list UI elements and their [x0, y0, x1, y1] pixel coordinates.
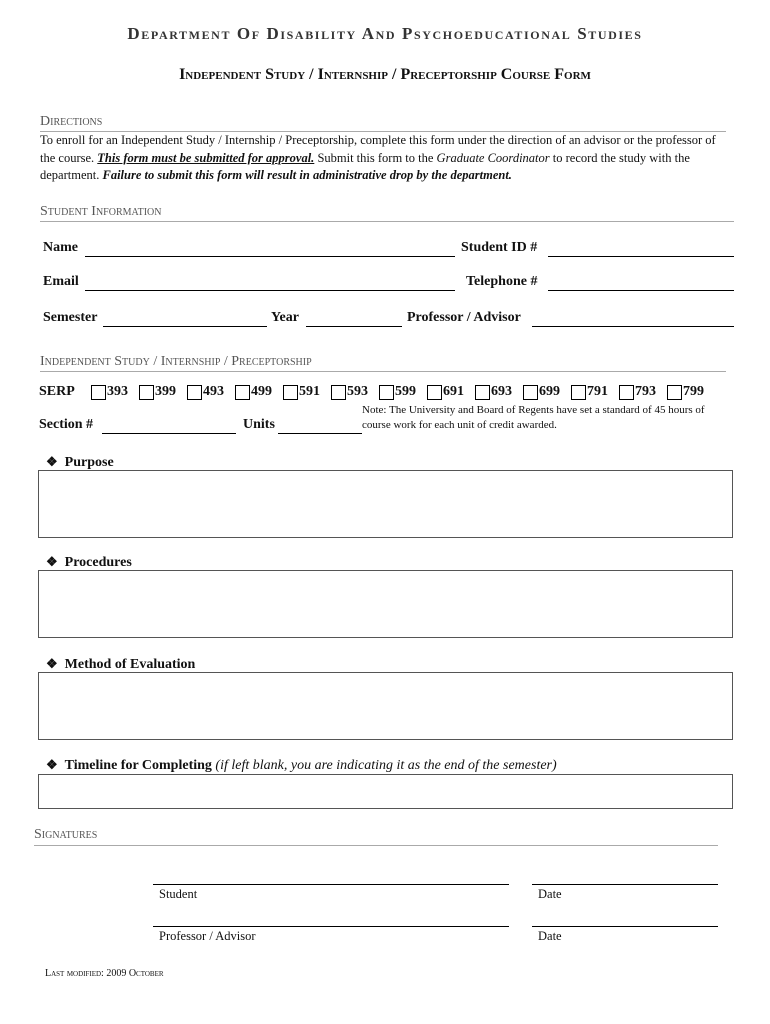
student-date-line[interactable]	[532, 884, 718, 885]
evaluation-heading: ❖ Method of Evaluation	[46, 656, 196, 672]
purpose-heading: ❖ Purpose	[46, 454, 114, 470]
year-field[interactable]	[306, 326, 402, 327]
code-699: 699	[539, 384, 560, 399]
diamond-bullet-icon: ❖	[46, 454, 58, 469]
code-499: 499	[251, 384, 272, 399]
checkbox-691[interactable]	[427, 385, 442, 400]
semester-field[interactable]	[103, 326, 267, 327]
signatures-rule	[34, 845, 718, 846]
student-date-label: Date	[538, 887, 562, 901]
student-signature-line[interactable]	[153, 884, 509, 885]
procedures-heading: ❖ Procedures	[46, 554, 132, 570]
code-591: 591	[299, 384, 320, 399]
advisor-signature-line[interactable]	[153, 926, 509, 927]
advisor-field[interactable]	[532, 326, 734, 327]
course-rule	[40, 371, 726, 372]
department-heading: Department Of Disability And Psychoeducational Studies	[127, 24, 643, 43]
code-399: 399	[155, 384, 176, 399]
advisor-date-line[interactable]	[532, 926, 718, 927]
checkbox-591[interactable]	[283, 385, 298, 400]
checkbox-593[interactable]	[331, 385, 346, 400]
checkbox-693[interactable]	[475, 385, 490, 400]
advisor-signature-label: Professor / Advisor	[159, 929, 256, 943]
code-693: 693	[491, 384, 512, 399]
advisor-date-label: Date	[538, 929, 562, 943]
checkbox-799[interactable]	[667, 385, 682, 400]
telephone-field[interactable]	[548, 290, 734, 291]
name-field[interactable]	[85, 256, 455, 257]
checkbox-791[interactable]	[571, 385, 586, 400]
diamond-bullet-icon: ❖	[46, 656, 58, 671]
telephone-label: Telephone #	[466, 274, 538, 289]
timeline-textbox[interactable]	[38, 774, 733, 809]
student-info-heading: Student Information	[40, 204, 162, 219]
directions-text: To enroll for an Independent Study / Internship / Preceptorship, complete this form under the direction of an advisor or the professor of the course. This form must be submitted for approval. Submit this form to the Graduate Coordinator to record the study with the department. Failure to submit this form will result in administrative drop by the department.	[40, 133, 716, 182]
checkbox-493[interactable]	[187, 385, 202, 400]
purpose-textbox[interactable]	[38, 470, 733, 538]
checkbox-399[interactable]	[139, 385, 154, 400]
timeline-note: (if left blank, you are indicating it as the end of the semester)	[215, 758, 557, 773]
advisor-label: Professor / Advisor	[407, 310, 521, 325]
checkbox-393[interactable]	[91, 385, 106, 400]
student-id-field[interactable]	[548, 256, 734, 257]
email-label: Email	[43, 274, 79, 289]
code-791: 791	[587, 384, 608, 399]
form-title: Independent Study / Internship / Preceptorship Course Form	[179, 66, 591, 83]
email-field[interactable]	[85, 290, 455, 291]
code-793: 793	[635, 384, 656, 399]
student-id-label: Student ID #	[461, 240, 538, 255]
units-field[interactable]	[278, 433, 362, 434]
checkbox-599[interactable]	[379, 385, 394, 400]
timeline-heading: ❖ Timeline for Completing (if left blank, you are indicating it as the end of the semester)	[46, 757, 557, 773]
student-info-rule	[40, 221, 734, 222]
course-heading: Independent Study / Internship / Preceptorship	[40, 354, 312, 369]
directions-heading: Directions	[40, 114, 103, 129]
signatures-heading: Signatures	[34, 827, 98, 842]
serp-label: SERP	[39, 384, 75, 399]
evaluation-textbox[interactable]	[38, 672, 733, 740]
code-593: 593	[347, 384, 368, 399]
code-493: 493	[203, 384, 224, 399]
diamond-bullet-icon: ❖	[46, 757, 58, 772]
diamond-bullet-icon: ❖	[46, 554, 58, 569]
procedures-textbox[interactable]	[38, 570, 733, 638]
checkbox-499[interactable]	[235, 385, 250, 400]
code-599: 599	[395, 384, 416, 399]
code-799: 799	[683, 384, 704, 399]
checkbox-793[interactable]	[619, 385, 634, 400]
last-modified: Last modified: 2009 October	[45, 968, 164, 979]
student-signature-label: Student	[159, 887, 198, 901]
units-label: Units	[243, 417, 275, 432]
code-393: 393	[107, 384, 128, 399]
name-label: Name	[43, 240, 78, 255]
semester-label: Semester	[43, 310, 98, 325]
checkbox-699[interactable]	[523, 385, 538, 400]
code-691: 691	[443, 384, 464, 399]
credit-note: Note: The University and Board of Regents have set a standard of 45 hours of course work for each unit of credit awarded.	[362, 404, 705, 431]
section-label: Section #	[39, 417, 94, 432]
section-field[interactable]	[102, 433, 236, 434]
year-label: Year	[271, 310, 299, 325]
